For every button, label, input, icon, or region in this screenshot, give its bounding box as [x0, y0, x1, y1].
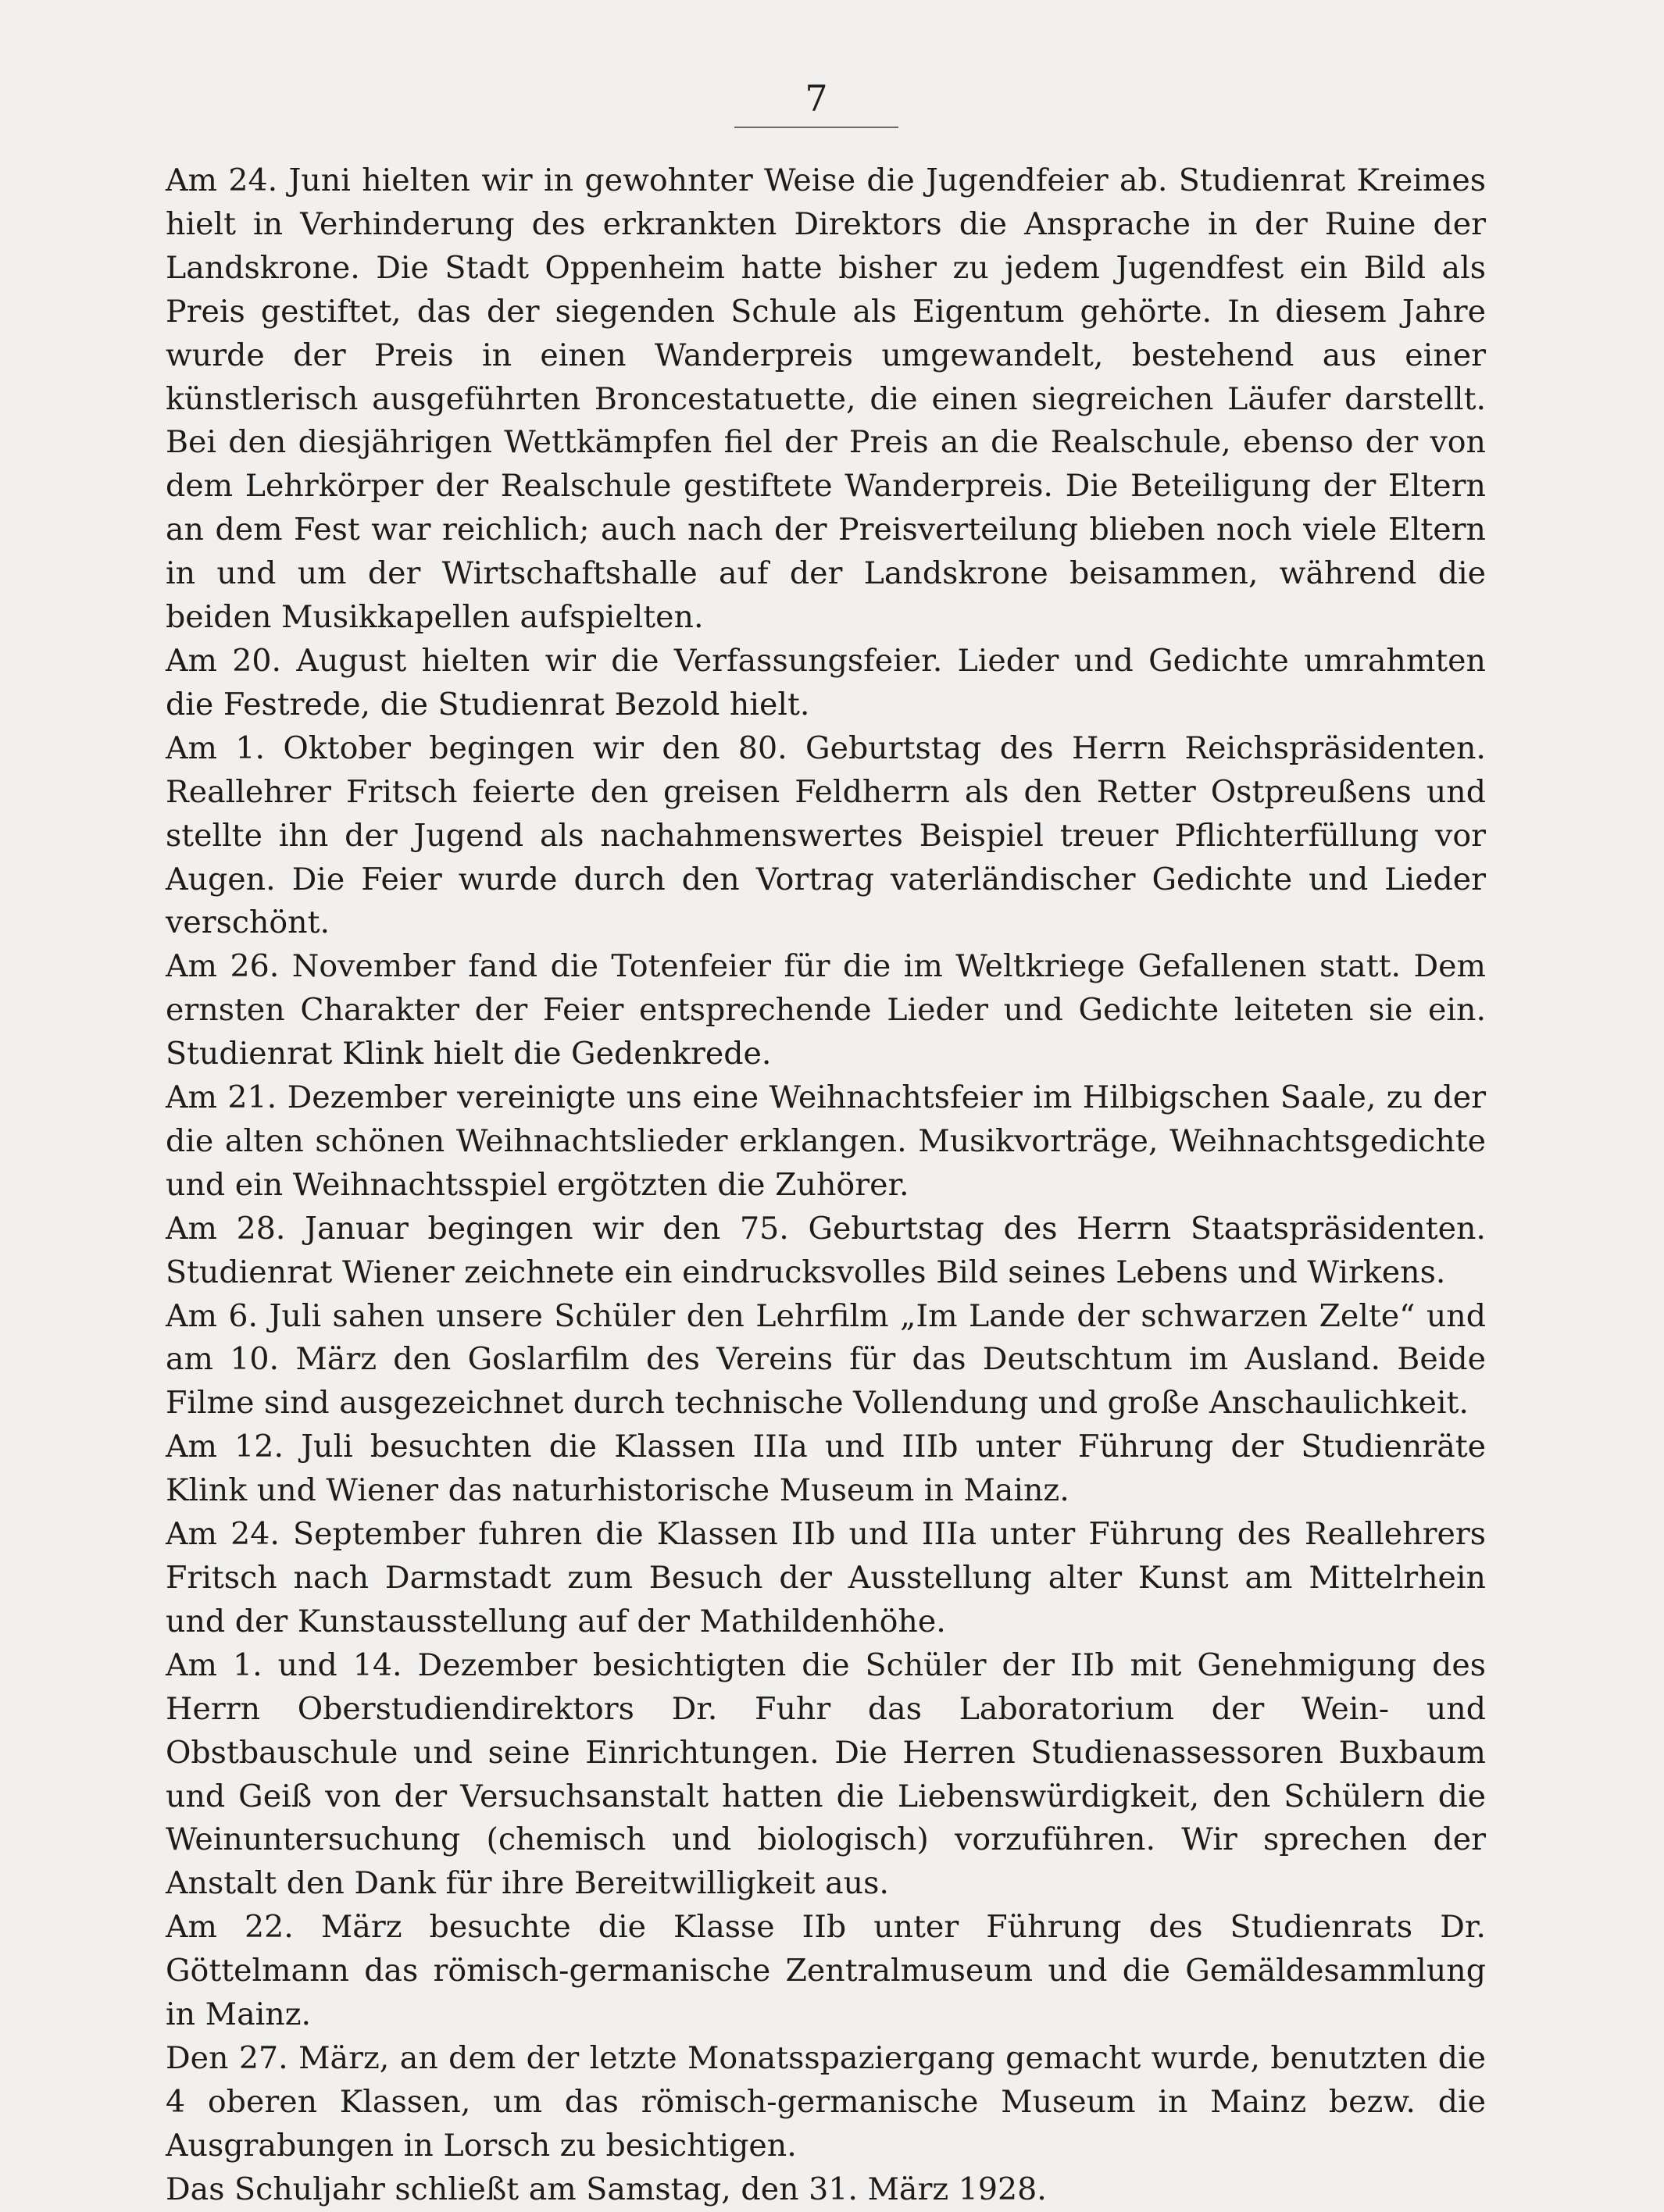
paragraph-verfassungsfeier: Am 20. August hielten wir die Verfassungsfeier. Lieder und Gedichte umrahmten die Festrede, die Studienrat Bezold hielt. — [166, 642, 1486, 722]
paragraph-laboratorium: Am 1. und 14. Dezember besichtigten die Schüler der IIb mit Genehmigung des Herrn Oberstudiendirektors Dr. Fuhr das Laboratorium der Wein- und Obstbauschule und seine Einrichtungen. Die Herren Studienassessoren Buxbaum und Geiß von der Versuchsanstalt hatten die Liebenswürdigkeit, den Schülern die Weinuntersuchung (chemisch und biologisch) vorzuführen. Wir sprechen der Anstalt den Dank für ihre Bereitwilligkeit aus. — [166, 1647, 1486, 1902]
body-text — [166, 159, 1486, 2212]
paragraph-jugendfeier: Am 24. Juni hielten wir in gewohnter Weise die Jugendfeier ab. Studienrat Kreimes hielt in Verhinderung des erkrankten Direktors die Ansprache in der Ruine der Landskrone. Die Stadt Oppenheim hatte bisher zu jedem Jugendfest ein Bild als Preis gestiftet, das der siegenden Schule als Eigentum gehörte. In diesem Jahre wurde der Preis in einen Wanderpreis umgewandelt, bestehend aus einer künstlerisch ausgeführten Broncestatuette, die einen siegreichen Läufer darstellt. Bei den diesjährigen Wettkämpfen fiel der Preis an die Realschule, ebenso der von dem Lehrkörper der Realschule gestiftete Wanderpreis. Die Beteiligung der Eltern an dem Fest war reichlich; auch nach der Preisverteilung blieben noch viele Eltern in und um der Wirtschaftshalle auf der Landskrone beisammen, während die beiden Musikkapellen aufspielten. — [166, 162, 1486, 636]
paragraph-schuljahr-ende: Das Schuljahr schließt am Samstag, den 31. März 1928. — [166, 2171, 1047, 2207]
page-header — [734, 75, 898, 128]
paragraph-zentralmuseum: Am 22. März besuchte die Klasse IIb unter Führung des Studienrats Dr. Göttelmann das römisch-germanische Zentralmuseum und die Gemäldesammlung in Mainz. — [166, 1909, 1486, 2033]
paragraph-monatsspaziergang: Den 27. März, an dem der letzte Monatsspaziergang gemacht wurde, benutzten die 4 oberen Klassen, um das römisch-germanische Museum in Mainz bezw. die Ausgrabungen in Lorsch zu besichtigen. — [166, 2039, 1486, 2164]
header-rule — [734, 127, 898, 128]
paragraph-filme: Am 6. Juli sahen unsere Schüler den Lehrfilm „Im Lande der schwarzen Zelte“ und am 10. März den Goslarfilm des Vereins für das Deutschtum im Ausland. Beide Filme sind ausgezeichnet durch technische Vollendung und große Anschaulichkeit. — [166, 1297, 1486, 1422]
paragraph-museum-mainz: Am 12. Juli besuchten die Klassen IIIa und IIIb unter Führung der Studienräte Klink und Wiener das naturhistorische Museum in Mainz. — [166, 1429, 1486, 1509]
paragraph-weihnachtsfeier: Am 21. Dezember vereinigte uns eine Weihnachtsfeier im Hilbigschen Saale, zu der die alten schönen Weihnachtslieder erklangen. Musikvorträge, Weihnachtsgedichte und ein Weihnachtsspiel ergötzten die Zuhörer. — [166, 1079, 1486, 1203]
paragraph-darmstadt: Am 24. September fuhren die Klassen IIb und IIIa unter Führung des Reallehrers Fritsch nach Darmstadt zum Besuch der Ausstellung alter Kunst am Mittelrhein und der Kunstausstellung auf der Mathildenhöhe. — [166, 1516, 1486, 1639]
paragraph-totenfeier: Am 26. November fand die Totenfeier für die im Weltkriege Gefallenen statt. Dem ernsten Charakter der Feier entsprechende Lieder und Gedichte leiteten sie ein. Studienrat Klink hielt die Gedenkrede. — [166, 948, 1486, 1072]
page-number: 7 — [805, 77, 828, 120]
paragraph-geburtstag-staatspraesident: Am 28. Januar begingen wir den 75. Geburtstag des Herrn Staatspräsidenten. Studienrat Wiener zeichnete ein eindrucksvolles Bild seines Lebens und Wirkens. — [166, 1210, 1486, 1290]
paragraph-geburtstag-reichspraesident: Am 1. Oktober begingen wir den 80. Geburtstag des Herrn Reichspräsidenten. Reallehrer Fritsch feierte den greisen Feldherrn als den Retter Ostpreußens und stellte ihn der Jugend als nachahmenswertes Beispiel treuer Pflichterfüllung vor Augen. Die Feier wurde durch den Vortrag vaterländischer Gedichte und Lieder verschönt. — [166, 730, 1486, 941]
